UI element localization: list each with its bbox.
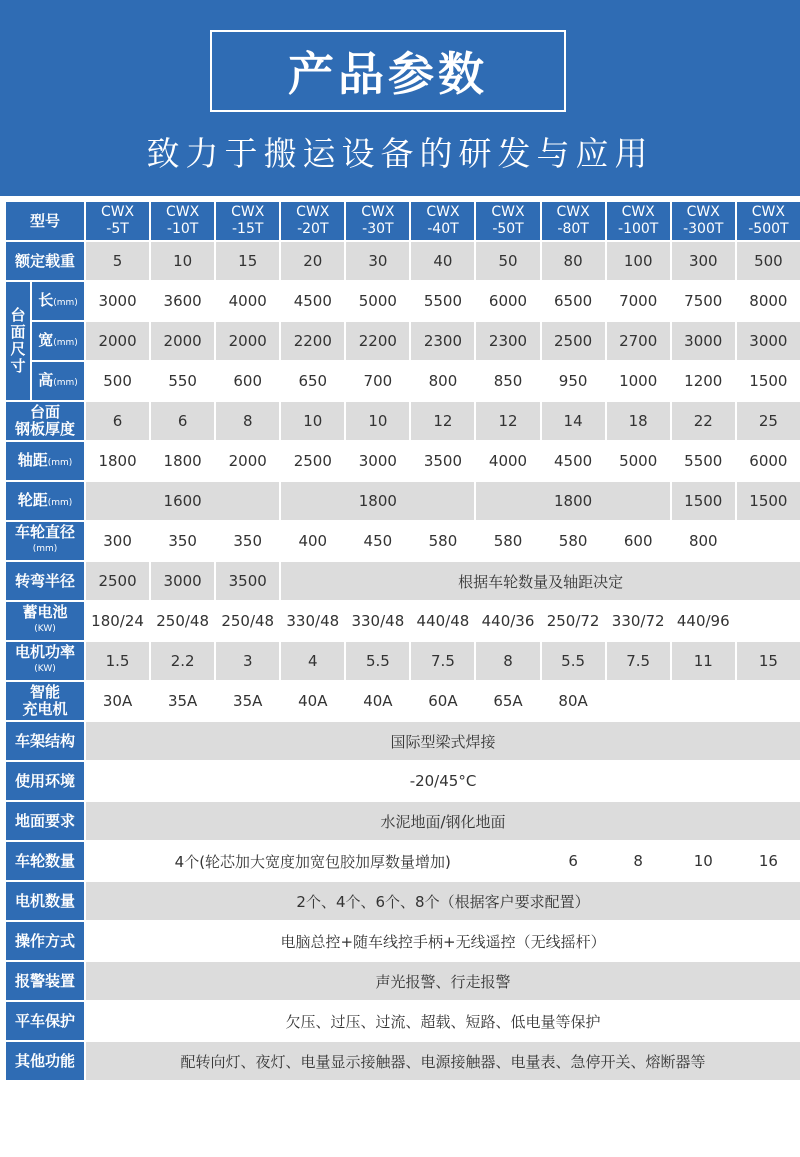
value-cell: 2000 [216, 442, 279, 480]
value-cell: 10 [151, 242, 214, 280]
value-cell: 3000 [346, 442, 409, 480]
value-cell: 2200 [346, 322, 409, 360]
value-cell: 350 [216, 522, 279, 560]
value-cell: 580 [542, 522, 605, 560]
operation-value: 电脑总控+随车线控手柄+无线遥控（无线摇杆） [86, 922, 800, 960]
value-cell: 14 [542, 402, 605, 440]
value-cell: 2500 [86, 562, 149, 600]
value-cell: 50 [476, 242, 539, 280]
wheel-diameter-label: 车轮直径 (mm) [6, 522, 84, 560]
wheel-count-note: 4个(轮芯加大宽度加宽包胶加厚数量增加) [86, 842, 540, 880]
value-cell: 25 [737, 402, 800, 440]
model-row [6, 202, 800, 240]
value-cell: 2200 [281, 322, 344, 360]
wheel-diameter-row [6, 522, 800, 560]
other-functions-label: 其他功能 [6, 1042, 84, 1080]
wheelbase-row [6, 442, 800, 480]
value-cell: 2000 [86, 322, 149, 360]
operation-row [6, 922, 800, 960]
value-cell: 500 [737, 242, 800, 280]
value-cell: 6 [542, 842, 605, 880]
value-cell: 8 [476, 642, 539, 680]
charger-label: 智能 充电机 [6, 682, 84, 720]
spec-table [4, 200, 800, 1082]
value-cell: 18 [607, 402, 670, 440]
motor-count-row [6, 882, 800, 920]
value-cell: 6500 [542, 282, 605, 320]
value-cell: 1800 [86, 442, 149, 480]
wheelbase-label: 轴距(mm) [6, 442, 84, 480]
value-cell: 2700 [607, 322, 670, 360]
value-cell: 8 [607, 842, 670, 880]
value-cell: 600 [607, 522, 670, 560]
value-cell: 40A [346, 682, 409, 720]
value-cell: 1800 [281, 482, 474, 520]
value-cell: 12 [411, 402, 474, 440]
plate-thickness-row [6, 402, 800, 440]
environment-label: 使用环境 [6, 762, 84, 800]
value-cell: 2000 [216, 322, 279, 360]
other-functions-row [6, 1042, 800, 1080]
value-cell: 440/48 [411, 602, 474, 640]
model-cell: CWX -100T [607, 202, 670, 240]
turning-radius-row [6, 562, 800, 600]
value-cell: 3000 [151, 562, 214, 600]
value-cell: 1500 [737, 482, 800, 520]
value-cell: 1800 [476, 482, 669, 520]
value-cell: 3500 [411, 442, 474, 480]
value-cell: 180/24 [86, 602, 149, 640]
value-cell: 2500 [281, 442, 344, 480]
model-cell: CWX -50T [476, 202, 539, 240]
value-cell: 5500 [411, 282, 474, 320]
value-cell: 330/48 [281, 602, 344, 640]
plate-thickness-label: 台面 钢板厚度 [6, 402, 84, 440]
value-cell: 80A [542, 682, 605, 720]
value-cell: 1600 [86, 482, 279, 520]
value-cell: 3500 [216, 562, 279, 600]
model-cell: CWX -5T [86, 202, 149, 240]
value-cell: 950 [542, 362, 605, 400]
model-cell: CWX -500T [737, 202, 800, 240]
value-cell: 5.5 [542, 642, 605, 680]
value-cell: 500 [86, 362, 149, 400]
value-cell: 800 [672, 522, 735, 560]
wheel-count-label: 车轮数量 [6, 842, 84, 880]
page-title: 产品参数 [288, 47, 488, 101]
model-cell: CWX -80T [542, 202, 605, 240]
value-cell: 6000 [737, 442, 800, 480]
value-cell: 40 [411, 242, 474, 280]
value-cell: 5.5 [346, 642, 409, 680]
model-cell: CWX -15T [216, 202, 279, 240]
value-cell: 2300 [411, 322, 474, 360]
value-cell: 1800 [151, 442, 214, 480]
value-cell: 2000 [151, 322, 214, 360]
value-cell: 5000 [607, 442, 670, 480]
value-cell: 4 [281, 642, 344, 680]
platform-size-label: 台 面 尺 寸 [6, 282, 30, 400]
value-cell: 5 [86, 242, 149, 280]
value-cell: 4000 [476, 442, 539, 480]
ground-value: 水泥地面/钢化地面 [86, 802, 800, 840]
value-cell: 850 [476, 362, 539, 400]
value-cell: 15 [737, 642, 800, 680]
model-cell: CWX -10T [151, 202, 214, 240]
value-cell: 80 [542, 242, 605, 280]
value-cell: 8 [216, 402, 279, 440]
value-cell: 60A [411, 682, 474, 720]
value-cell: 1000 [607, 362, 670, 400]
value-cell: 6 [151, 402, 214, 440]
other-functions-value: 配转向灯、夜灯、电量显示接触器、电源接触器、电量表、急停开关、熔断器等 [86, 1042, 800, 1080]
empty-cell [737, 522, 800, 560]
page-subtitle: 致力于搬运设备的研发与应用 [146, 134, 654, 173]
frame-value: 国际型梁式焊接 [86, 722, 800, 760]
empty-cell [737, 602, 800, 640]
value-cell: 350 [151, 522, 214, 560]
value-cell: 30 [346, 242, 409, 280]
turning-radius-note: 根据车轮数量及轴距决定 [281, 562, 800, 600]
value-cell: 7.5 [411, 642, 474, 680]
value-cell: 3600 [151, 282, 214, 320]
value-cell: 800 [411, 362, 474, 400]
turning-radius-label: 转弯半径 [6, 562, 84, 600]
track-row [6, 482, 800, 520]
battery-label: 蓄电池 (KW) [6, 602, 84, 640]
width-label: 宽(mm) [32, 322, 84, 360]
value-cell: 300 [86, 522, 149, 560]
model-cell: CWX -30T [346, 202, 409, 240]
value-cell: 1.5 [86, 642, 149, 680]
value-cell: 330/48 [346, 602, 409, 640]
value-cell: 100 [607, 242, 670, 280]
value-cell: 4500 [281, 282, 344, 320]
value-cell: 700 [346, 362, 409, 400]
environment-value: -20/45°C [86, 762, 800, 800]
value-cell: 10 [346, 402, 409, 440]
value-cell: 20 [281, 242, 344, 280]
model-cell: CWX -40T [411, 202, 474, 240]
value-cell: 40A [281, 682, 344, 720]
value-cell: 10 [672, 842, 735, 880]
value-cell: 30A [86, 682, 149, 720]
value-cell: 440/36 [476, 602, 539, 640]
value-cell: 35A [151, 682, 214, 720]
value-cell: 7.5 [607, 642, 670, 680]
value-cell: 250/72 [542, 602, 605, 640]
value-cell: 7500 [672, 282, 735, 320]
value-cell: 3000 [86, 282, 149, 320]
height-label: 高(mm) [32, 362, 84, 400]
platform-height-row [6, 362, 800, 400]
value-cell: 12 [476, 402, 539, 440]
alarm-row [6, 962, 800, 1000]
value-cell: 5000 [346, 282, 409, 320]
value-cell: 600 [216, 362, 279, 400]
value-cell: 250/48 [216, 602, 279, 640]
environment-row [6, 762, 800, 800]
frame-label: 车架结构 [6, 722, 84, 760]
ground-row [6, 802, 800, 840]
value-cell: 5500 [672, 442, 735, 480]
value-cell: 7000 [607, 282, 670, 320]
value-cell: 2500 [542, 322, 605, 360]
motor-count-label: 电机数量 [6, 882, 84, 920]
value-cell: 16 [737, 842, 800, 880]
value-cell: 3 [216, 642, 279, 680]
motor-count-value: 2个、4个、6个、8个（根据客户要求配置） [86, 882, 800, 920]
value-cell: 300 [672, 242, 735, 280]
protection-row [6, 1002, 800, 1040]
track-label: 轮距(mm) [6, 482, 84, 520]
value-cell: 400 [281, 522, 344, 560]
value-cell: 8000 [737, 282, 800, 320]
value-cell: 6000 [476, 282, 539, 320]
value-cell: 1200 [672, 362, 735, 400]
model-label: 型号 [6, 202, 84, 240]
value-cell: 2.2 [151, 642, 214, 680]
value-cell: 15 [216, 242, 279, 280]
value-cell: 4500 [542, 442, 605, 480]
value-cell: 650 [281, 362, 344, 400]
motor-power-label: 电机功率 (KW) [6, 642, 84, 680]
platform-length-row [6, 282, 800, 320]
value-cell: 3000 [672, 322, 735, 360]
ground-label: 地面要求 [6, 802, 84, 840]
wheel-count-row [6, 842, 800, 880]
value-cell: 35A [216, 682, 279, 720]
value-cell: 11 [672, 642, 735, 680]
operation-label: 操作方式 [6, 922, 84, 960]
alarm-label: 报警装置 [6, 962, 84, 1000]
protection-label: 平车保护 [6, 1002, 84, 1040]
rated-load-row [6, 242, 800, 280]
value-cell: 550 [151, 362, 214, 400]
value-cell: 450 [346, 522, 409, 560]
value-cell: 10 [281, 402, 344, 440]
charger-row [6, 682, 800, 720]
frame-row [6, 722, 800, 760]
value-cell: 2300 [476, 322, 539, 360]
title-frame [210, 30, 566, 112]
value-cell: 4000 [216, 282, 279, 320]
alarm-value: 声光报警、行走报警 [86, 962, 800, 1000]
protection-value: 欠压、过压、过流、超载、短路、低电量等保护 [86, 1002, 800, 1040]
platform-width-row [6, 322, 800, 360]
value-cell: 330/72 [607, 602, 670, 640]
value-cell: 440/96 [672, 602, 735, 640]
value-cell: 580 [411, 522, 474, 560]
motor-power-row [6, 642, 800, 680]
header-banner [0, 0, 800, 196]
value-cell: 65A [476, 682, 539, 720]
value-cell: 580 [476, 522, 539, 560]
battery-row [6, 602, 800, 640]
value-cell: 1500 [737, 362, 800, 400]
model-cell: CWX -20T [281, 202, 344, 240]
value-cell: 6 [86, 402, 149, 440]
value-cell: 250/48 [151, 602, 214, 640]
length-label: 长(mm) [32, 282, 84, 320]
model-cell: CWX -300T [672, 202, 735, 240]
value-cell: 3000 [737, 322, 800, 360]
empty-cell [607, 682, 800, 720]
value-cell: 22 [672, 402, 735, 440]
value-cell: 1500 [672, 482, 735, 520]
rated-load-label: 额定载重 [6, 242, 84, 280]
